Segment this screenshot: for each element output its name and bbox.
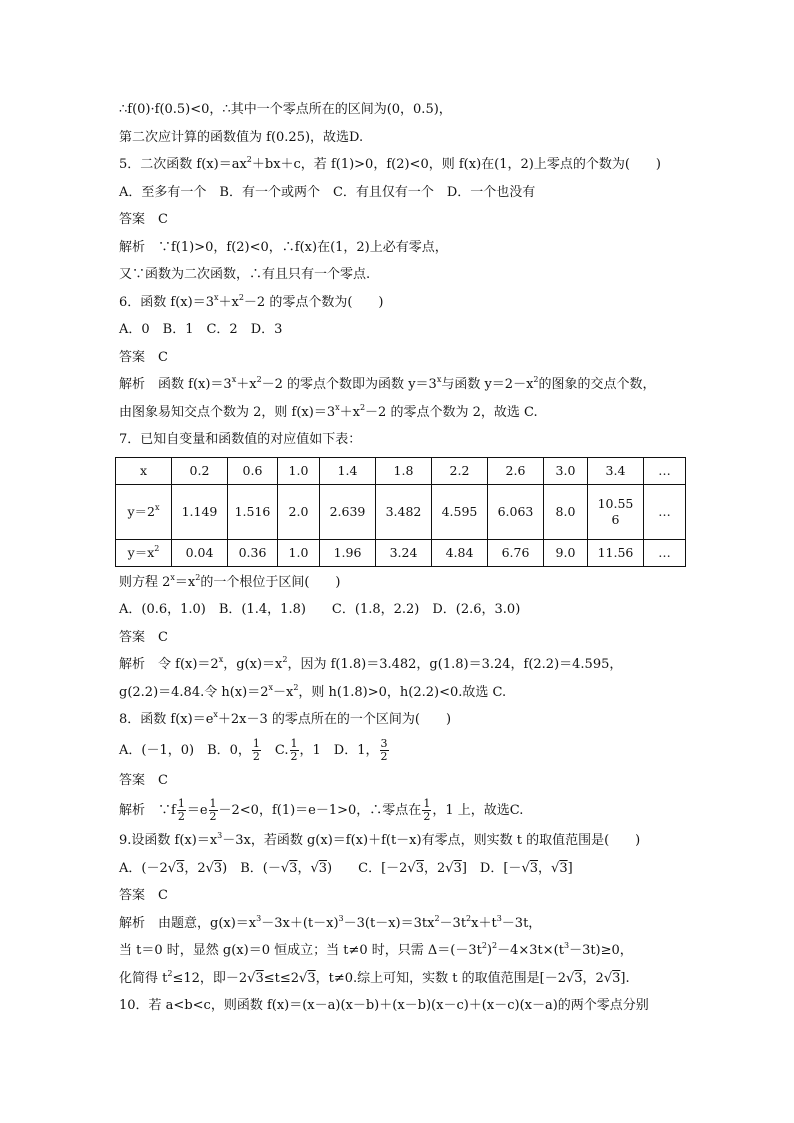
- radicand: 3: [415, 860, 424, 876]
- question-8-explanation: [119, 794, 689, 827]
- text: －2 的零点个数即为函数 y＝3: [261, 377, 437, 392]
- text: 解析 ∵f(1)>0，f(2)<0，∴f(x)在(1，2)上必有零点，: [119, 239, 448, 255]
- question-8: [119, 706, 689, 734]
- superscript: 2: [492, 941, 498, 950]
- fraction: [422, 798, 431, 823]
- sqrt-symbol: √: [551, 860, 560, 876]
- question-7-explanation: [119, 679, 689, 707]
- text: ，g(x)＝x: [223, 657, 283, 672]
- table-cell: …: [644, 484, 686, 539]
- text-line: [119, 124, 689, 152]
- table-cell: 3.24: [376, 539, 432, 566]
- text: 的图象的交点个数，: [538, 377, 656, 392]
- text: ，t≠0.综上可知，实数 t 的取值范围是[－2: [315, 970, 566, 986]
- table-cell: 11.56: [588, 539, 644, 566]
- text: ＋x: [218, 294, 239, 310]
- superscript: 2: [481, 941, 487, 950]
- text: 6．函数 f(x)＝3: [119, 294, 214, 310]
- superscript: 2: [246, 155, 252, 164]
- text: 解析 由题意，g(x)＝x: [119, 915, 257, 931]
- superscript: 2: [256, 375, 262, 384]
- text: －3t，: [501, 915, 542, 931]
- superscript: 2: [466, 913, 472, 923]
- text: ＋x: [236, 377, 257, 392]
- table-cell: 6.063: [488, 484, 544, 539]
- text: 9.设函数 f(x)＝x: [119, 833, 218, 848]
- radicand: 3: [453, 860, 462, 876]
- superscript: 3: [217, 831, 223, 840]
- text: ，因为 f(1.8)＝3.482，g(1.8)＝3.24，f(2.2)＝4.595，: [287, 657, 623, 672]
- sqrt-symbol: √: [280, 860, 290, 876]
- table-cell: 10.55 6: [588, 484, 644, 539]
- fraction: [252, 738, 261, 763]
- text: －x: [272, 684, 294, 700]
- text: ].: [620, 970, 630, 986]
- superscript: x: [268, 682, 273, 692]
- radicand: 3: [307, 970, 316, 986]
- question-8-options: [119, 734, 689, 767]
- radicand: 3: [529, 860, 539, 876]
- table-cell: 0.04: [172, 539, 228, 566]
- table-cell: 6.76: [488, 539, 544, 566]
- question-5-options: [119, 179, 689, 207]
- text: ＝e: [186, 803, 208, 818]
- fraction: [380, 738, 389, 763]
- text: ，1 D．1，: [299, 742, 379, 758]
- numerator: 1: [290, 736, 298, 750]
- table-row: [116, 457, 686, 484]
- superscript: 2: [282, 655, 288, 664]
- text: －4×3t×(t: [497, 943, 564, 958]
- denominator: 2: [423, 810, 431, 823]
- text: 当 t＝0 时，显然 g(x)＝0 恒成立；当 t≠0 时，只需 Δ＝(－3t: [119, 943, 482, 958]
- superscript: 2: [293, 682, 299, 692]
- superscript: x: [213, 292, 219, 302]
- question-5-explanation: [119, 261, 689, 289]
- text: ，: [538, 860, 552, 876]
- table-cell: 1.0: [278, 539, 320, 566]
- table-cell: 8.0: [544, 484, 588, 539]
- radicand: 3: [559, 860, 568, 876]
- text: 答案 C: [119, 349, 168, 365]
- text: 由图象易知交点个数为 2，则 f(x)＝3: [119, 404, 336, 420]
- table-cell: 3.482: [376, 484, 432, 539]
- table-row: [116, 484, 686, 539]
- superscript: 3: [496, 913, 502, 923]
- table-cell: …: [644, 457, 686, 484]
- superscript: 3: [563, 941, 570, 950]
- text: ≤t≤2: [263, 970, 300, 986]
- text: 与函数 y＝2－x: [441, 377, 534, 392]
- text: 又∵函数为二次函数，∴有且只有一个零点.: [119, 267, 371, 282]
- denominator: 2: [252, 749, 260, 763]
- question-7-explanation: [119, 651, 689, 679]
- superscript: 3: [256, 913, 262, 923]
- table-cell: 4.595: [432, 484, 488, 539]
- text: 5．二次函数 f(x)＝ax: [119, 157, 247, 172]
- sqrt-symbol: √: [407, 860, 416, 876]
- sqrt-symbol: √: [310, 860, 319, 876]
- denominator: 2: [380, 749, 388, 763]
- superscript: 2: [533, 375, 539, 384]
- superscript: x: [218, 655, 224, 664]
- superscript: 2: [434, 913, 440, 923]
- denominator: 2: [290, 749, 298, 763]
- text: ＋x: [339, 404, 360, 420]
- question-9-explanation: [119, 965, 689, 993]
- table-cell: 3.0: [544, 457, 588, 484]
- sqrt-symbol: √: [445, 860, 454, 876]
- sqrt-symbol: √: [603, 970, 613, 986]
- text: ，则 h(1.8)>0，h(2.2)<0.故选 C.: [298, 684, 507, 700]
- text: 8．函数 f(x)＝e: [119, 712, 214, 727]
- question-7-stem: [119, 569, 689, 597]
- table-cell: 1.0: [278, 457, 320, 484]
- question-6-options: [119, 316, 689, 344]
- radicand: 3: [574, 970, 583, 986]
- radicand: 3: [318, 860, 328, 876]
- text-line: [119, 96, 689, 124]
- superscript: x: [436, 375, 442, 384]
- text: －2<0，f(1)＝e－1>0，∴零点在: [218, 803, 422, 818]
- text: 化简得 t: [119, 970, 168, 986]
- radicand: 3: [612, 970, 621, 986]
- text: x＋t: [471, 915, 497, 931]
- sqrt-symbol: √: [521, 860, 530, 876]
- table-cell: 0.6: [228, 457, 278, 484]
- sqrt-symbol: √: [565, 970, 575, 986]
- text: ＝x: [174, 574, 196, 590]
- text: －3x，若函数 g(x)＝f(x)＋f(t－x)有零点，则实数 t 的取值范围是( ): [222, 833, 641, 848]
- fraction: [209, 798, 218, 823]
- text: A．0 B．1 C．2 D．3: [119, 322, 283, 337]
- table-cell: 3.4: [588, 457, 644, 484]
- text: A．(－1，0) B．0，: [119, 742, 251, 758]
- text: 7．已知自变量和函数值的对应值如下表：: [119, 432, 362, 447]
- radicand: 3: [176, 860, 185, 876]
- question-5-explanation: [119, 234, 689, 262]
- text: ，1 上，故选C.: [432, 803, 524, 818]
- text: 答案 C: [119, 212, 168, 227]
- table-cell: 1.516: [228, 484, 278, 539]
- text: ＋bx＋c，若 f(1)>0，f(2)<0，则 f(x)在(1，2)上零点的个数为( ): [251, 157, 661, 172]
- text: ): [486, 943, 493, 958]
- question-7: [119, 426, 689, 454]
- text: －3t: [439, 915, 467, 931]
- text: 第二次应计算的函数值为 f(0.25)，故选D.: [119, 129, 364, 145]
- fraction: [177, 798, 186, 823]
- question-7-options: [119, 596, 689, 624]
- text: ) B．(－: [222, 860, 281, 876]
- table-cell: 1.4: [320, 457, 376, 484]
- text: －3t)≥0，: [569, 943, 633, 958]
- text: 则方程 2: [119, 574, 171, 590]
- text: A．至多有一个 B．有一个或两个 C．有且仅有一个 D．一个也没有: [119, 184, 536, 200]
- question-5: [119, 151, 689, 179]
- text: C.: [261, 742, 289, 758]
- superscript: x: [335, 402, 340, 412]
- table-cell: 2.639: [320, 484, 376, 539]
- text: 答案 C: [119, 888, 168, 903]
- numerator: 1: [209, 797, 217, 810]
- numerator: 1: [177, 797, 185, 810]
- radicand: 3: [289, 860, 298, 876]
- table-row-label: [116, 484, 172, 539]
- superscript: x: [231, 375, 237, 384]
- text: ，2: [184, 860, 206, 876]
- text: ＋2x－3 的零点所在的一个区间为( ): [217, 712, 452, 727]
- superscript: x: [170, 572, 175, 582]
- numerator: 3: [380, 736, 388, 750]
- radicand: 3: [255, 970, 264, 986]
- text: g(2.2)＝4.84.令 h(x)＝2: [119, 684, 269, 700]
- question-9: [119, 827, 689, 855]
- question-8-answer: [119, 767, 689, 795]
- table-cell: 1.149: [172, 484, 228, 539]
- text: y＝x: [127, 544, 155, 560]
- numerator: 1: [423, 797, 431, 810]
- text: －2 的零点个数为 2，故选 C.: [365, 404, 538, 420]
- question-9-answer: [119, 882, 689, 910]
- text: ≤12，即－2: [172, 970, 248, 986]
- table-cell: …: [644, 539, 686, 566]
- value-table: [115, 457, 686, 567]
- question-5-answer: [119, 206, 689, 234]
- text: 10．若 a<b<c，则函数 f(x)＝(x－a)(x－b)＋(x－b)(x－c)＋(x－c)(x－a)的两个零点分别: [119, 998, 649, 1013]
- question-6-answer: [119, 344, 689, 372]
- superscript: 2: [359, 402, 366, 412]
- text: ]: [567, 860, 573, 876]
- question-9-options: [119, 855, 689, 883]
- question-9-explanation: [119, 937, 689, 965]
- text: 答案 C: [119, 772, 168, 788]
- table-row: [116, 539, 686, 566]
- table-cell: 0.2: [172, 457, 228, 484]
- superscript: 2: [238, 292, 244, 302]
- text: A．(0.6，1.0) B．(1.4，1.8) C．(1.8，2.2) D．(2.6，3.0): [119, 602, 521, 617]
- superscript: x: [213, 710, 218, 719]
- text: 解析 令 f(x)＝2: [119, 657, 219, 672]
- superscript: 2: [154, 543, 160, 553]
- table-row-label: [116, 539, 172, 566]
- text: －3x＋(t－x): [261, 915, 339, 931]
- table-cell: 9.0: [544, 539, 588, 566]
- question-6: [119, 289, 689, 317]
- table-cell: 4.84: [432, 539, 488, 566]
- table-cell: 1.96: [320, 539, 376, 566]
- denominator: 2: [209, 810, 217, 823]
- table-row-label: x: [116, 457, 172, 484]
- table-cell: 0.36: [228, 539, 278, 566]
- text: ，2: [582, 970, 604, 986]
- text: y＝2: [127, 503, 155, 519]
- document-page: [119, 96, 689, 1020]
- text: 解析 ∵f: [119, 803, 176, 818]
- text: ∴f(0)·f(0.5)<0，∴其中一个零点所在的区间为(0，0.5)，: [119, 102, 452, 117]
- question-10: [119, 992, 689, 1020]
- superscript: x: [155, 502, 160, 512]
- text: 答案 C: [119, 629, 168, 645]
- radicand: 3: [213, 860, 223, 876]
- numerator: 1: [252, 736, 260, 750]
- text: 的一个根位于区间( ): [200, 574, 341, 590]
- question-6-explanation: [119, 371, 689, 399]
- question-9-explanation: [119, 910, 689, 938]
- text: －2 的零点个数为( ): [243, 294, 384, 310]
- table-cell: 2.2: [432, 457, 488, 484]
- denominator: 2: [177, 810, 185, 823]
- sqrt-symbol: √: [247, 970, 256, 986]
- text: ] D．[－: [461, 860, 522, 876]
- superscript: 2: [195, 572, 201, 582]
- sqrt-symbol: √: [167, 860, 177, 876]
- table-cell: 1.8: [376, 457, 432, 484]
- text: 解析 函数 f(x)＝3: [119, 377, 232, 392]
- table-cell: 2.6: [488, 457, 544, 484]
- text: ，: [297, 860, 311, 876]
- table-cell: 2.0: [278, 484, 320, 539]
- superscript: 2: [167, 968, 173, 978]
- question-6-explanation: [119, 399, 689, 427]
- text: ) C．[－2: [327, 860, 408, 876]
- text: A．(－2: [119, 860, 168, 876]
- question-7-answer: [119, 624, 689, 652]
- sqrt-symbol: √: [299, 970, 308, 986]
- sqrt-symbol: √: [205, 860, 214, 876]
- superscript: 3: [338, 913, 344, 923]
- text: －3(t－x)＝3tx: [343, 915, 435, 931]
- text: ，2: [424, 860, 446, 876]
- fraction: [290, 738, 299, 763]
